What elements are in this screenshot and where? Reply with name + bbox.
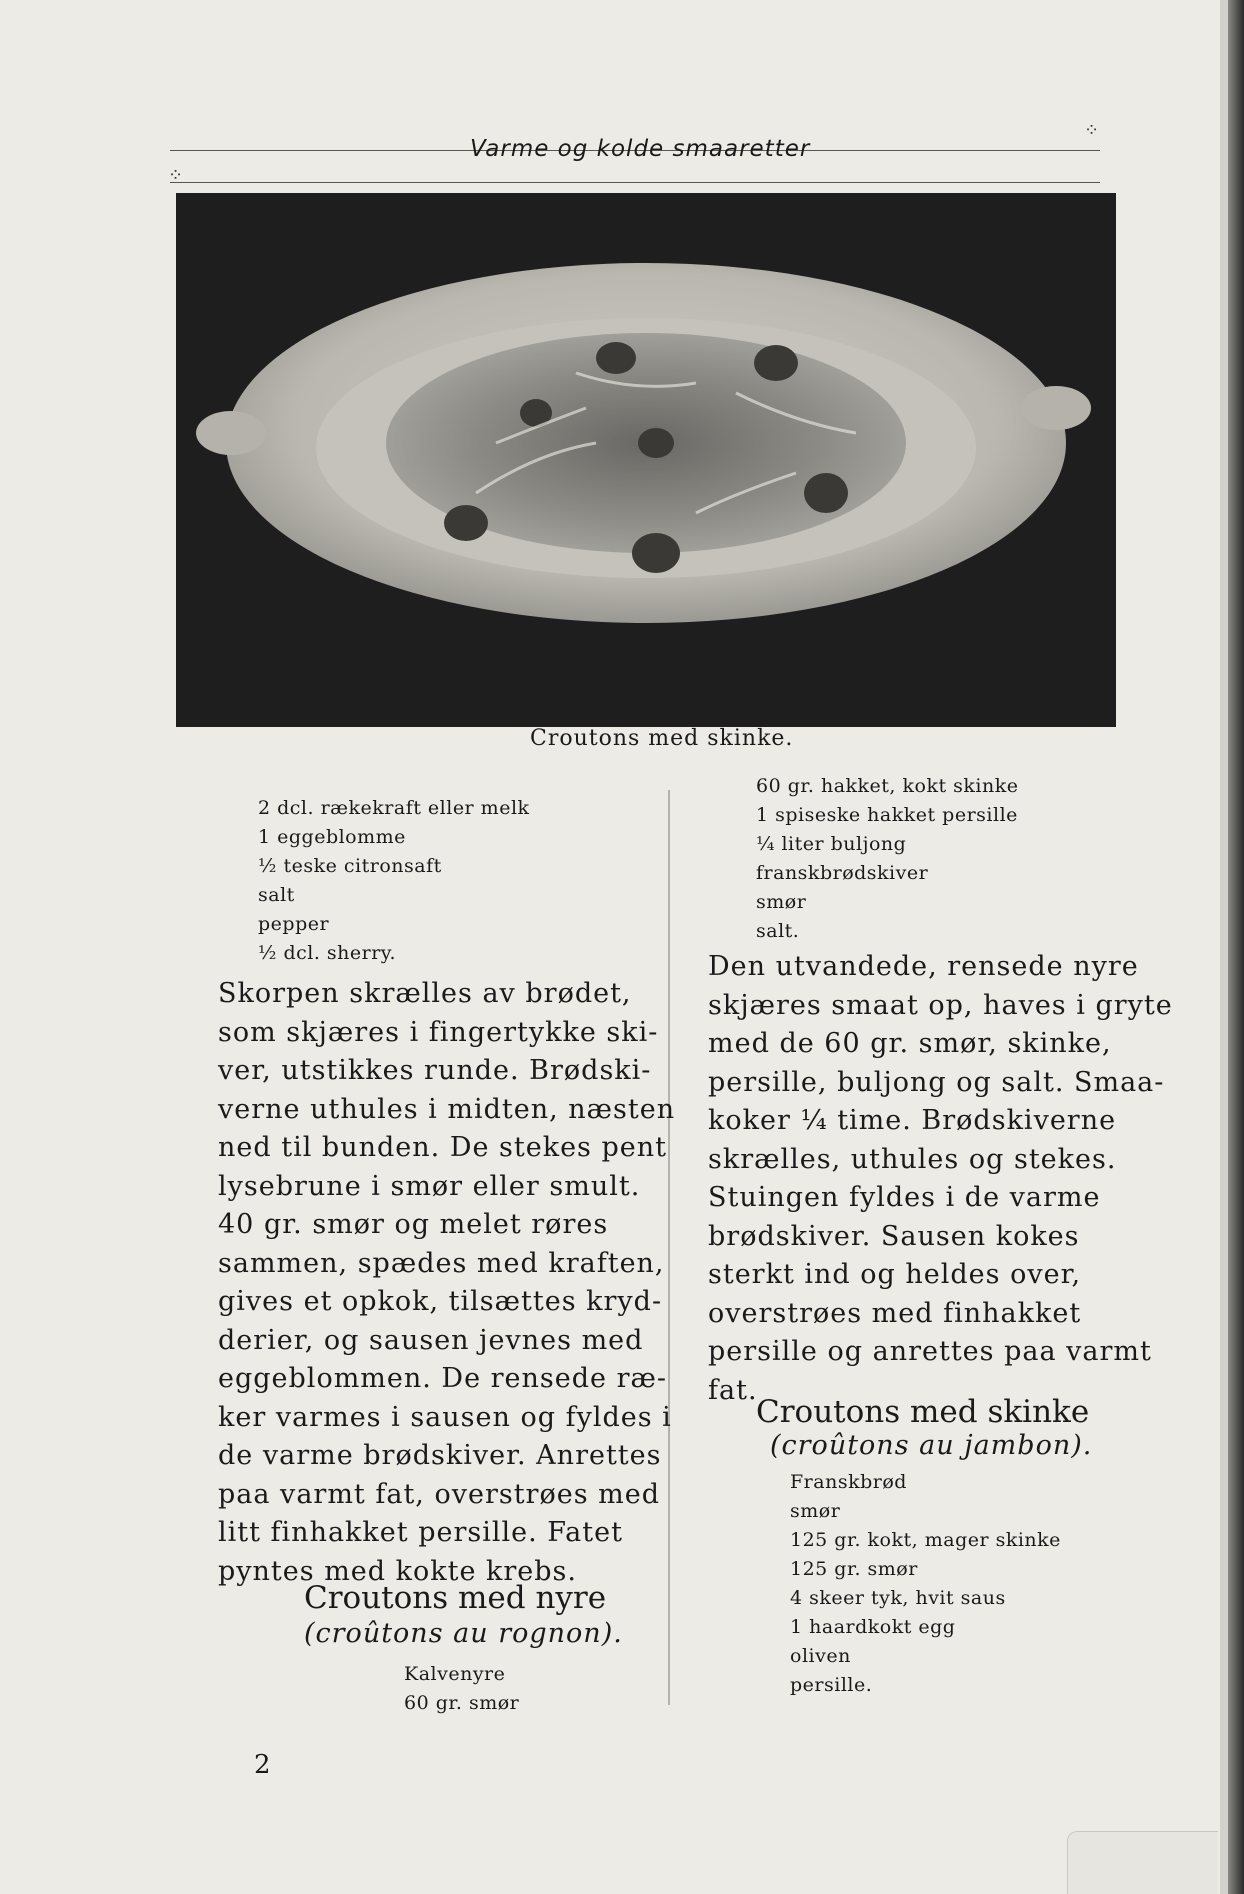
- dish-photo: [176, 193, 1116, 727]
- ingredient-line: salt.: [756, 920, 800, 942]
- running-header: Varme og kolde smaaretter: [470, 136, 811, 162]
- platter-illustration: [176, 193, 1116, 727]
- page-number: 2: [254, 1750, 271, 1780]
- ingredient-line: salt: [258, 884, 295, 906]
- text-line: eggeblommen. De rensede ræ-: [218, 1363, 668, 1394]
- ingredient-line: 1 spiseske hakket persille: [756, 804, 1018, 826]
- text-line: fat.: [708, 1374, 758, 1406]
- text-line: sterkt ind og heldes over,: [708, 1259, 1082, 1290]
- ingredient-list-kidney-continued: [756, 772, 1018, 946]
- recipe-subtitle-ham: (croûtons au jambon).: [770, 1430, 1093, 1461]
- text-line: de varme brødskiver. Anrettes: [218, 1440, 662, 1471]
- text-line: Den utvandede, rensede nyre: [708, 951, 1139, 982]
- text-line: persille og anrettes paa varmt: [708, 1336, 1152, 1367]
- photo-caption: Croutons med skinke.: [530, 726, 794, 751]
- ingredient-list-kidney: [404, 1660, 519, 1718]
- ingredient-line: 125 gr. kokt, mager skinke: [790, 1529, 1061, 1551]
- text-line: gives et opkok, tilsættes kryd-: [218, 1286, 663, 1317]
- page-corner-tab: [1067, 1831, 1218, 1894]
- ingredient-line: 4 skeer tyk, hvit saus: [790, 1587, 1006, 1609]
- recipe-instructions-kidney: [708, 948, 1173, 1410]
- page-binding-edge: [1228, 0, 1244, 1894]
- recipe-title-ham: Croutons med skinke: [756, 1394, 1090, 1430]
- ingredient-line: smør: [790, 1500, 841, 1522]
- ingredient-line: ½ teske citronsaft: [258, 855, 442, 877]
- text-line: litt finhakket persille. Fatet: [218, 1517, 623, 1548]
- ingredient-line: smør: [756, 891, 807, 913]
- ingredient-list-ham: [790, 1468, 1061, 1700]
- text-line: Stuingen fyldes i de varme: [708, 1182, 1101, 1213]
- header-rule-bottom: [170, 182, 1100, 183]
- text-line: persille, buljong og salt. Smaa-: [708, 1066, 1165, 1098]
- text-line: skjæres smaat op, haves i gryte: [708, 989, 1173, 1021]
- ingredient-list-shrimp: [258, 794, 530, 968]
- ornament-left-icon: ⁘: [168, 165, 184, 186]
- page-gutter: [1220, 0, 1228, 1894]
- ingredient-line: 1 eggeblomme: [258, 826, 406, 848]
- ingredient-line: persille.: [790, 1674, 873, 1696]
- text-line: derier, og sausen jevnes med: [218, 1324, 644, 1356]
- text-line: med de 60 gr. smør, skinke,: [708, 1028, 1112, 1059]
- text-line: koker ¼ time. Brødskiverne: [708, 1105, 1117, 1136]
- text-line: ned til bunden. De stekes pent: [218, 1132, 667, 1163]
- text-line: brødskiver. Sausen kokes: [708, 1220, 1080, 1252]
- ingredient-line: Franskbrød: [790, 1471, 907, 1493]
- text-line: 40 gr. smør og melet røres: [218, 1209, 609, 1240]
- text-line: skrælles, uthules og stekes.: [708, 1143, 1117, 1175]
- ingredient-line: ¼ liter buljong: [756, 833, 907, 855]
- recipe-subtitle-kidney: (croûtons au rognon).: [304, 1618, 623, 1649]
- ingredient-line: 60 gr. smør: [404, 1692, 520, 1714]
- ingredient-line: 125 gr. smør: [790, 1558, 918, 1580]
- text-line: ver, utstikkes runde. Brødski-: [218, 1055, 652, 1086]
- ingredient-line: 2 dcl. rækekraft eller melk: [258, 797, 530, 819]
- ingredient-line: ½ dcl. sherry.: [258, 942, 397, 964]
- ornament-right-icon: ⁘: [1084, 120, 1100, 141]
- ingredient-line: 60 gr. hakket, kokt skinke: [756, 775, 1019, 797]
- ingredient-line: oliven: [790, 1645, 851, 1667]
- ingredient-line: Kalvenyre: [404, 1663, 506, 1685]
- text-line: sammen, spædes med kraften,: [218, 1247, 665, 1279]
- ingredient-line: franskbrødskiver: [756, 862, 929, 884]
- text-line: lysebrune i smør eller smult.: [218, 1170, 641, 1202]
- ingredient-line: pepper: [258, 913, 330, 935]
- text-line: overstrøes med finhakket: [708, 1297, 1082, 1329]
- text-line: pyntes med kokte krebs.: [218, 1555, 577, 1587]
- ingredient-line: 1 haardkokt egg: [790, 1616, 956, 1638]
- text-line: paa varmt fat, overstrøes med: [218, 1478, 661, 1510]
- recipe-title-kidney: Croutons med nyre: [304, 1580, 607, 1616]
- text-line: Skorpen skrælles av brødet,: [218, 978, 632, 1009]
- text-line: som skjæres i fingertykke ski-: [218, 1016, 659, 1048]
- recipe-instructions-shrimp: [218, 975, 675, 1591]
- text-line: ker varmes i sausen og fyldes i: [218, 1401, 672, 1433]
- text-line: verne uthules i midten, næsten: [218, 1093, 676, 1125]
